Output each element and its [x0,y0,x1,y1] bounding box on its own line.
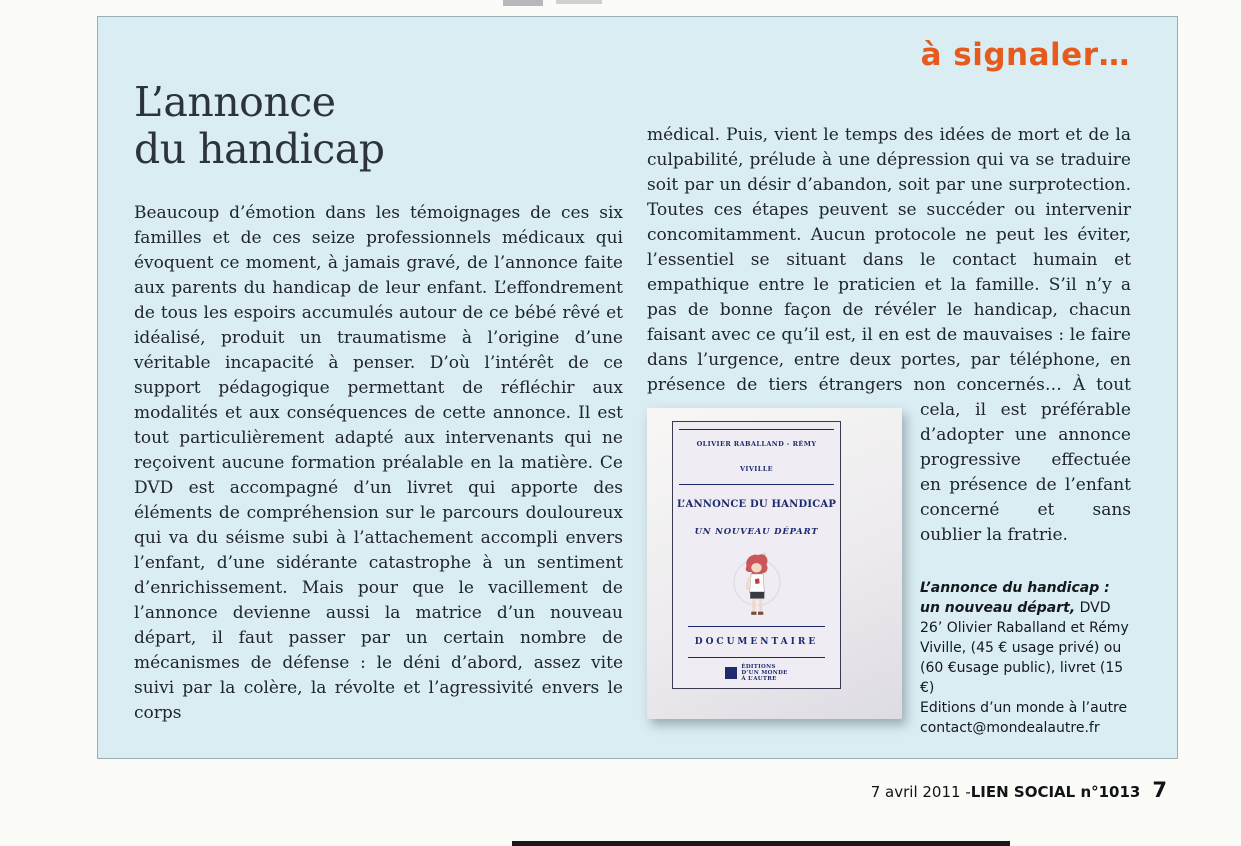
article-body-left-column: Beaucoup d’émotion dans les témoignages de ces six familles et de ces seize professionnels médicaux qui évoquent ce moment, à jamais gravé, de l’annonce faite aux parents du handicap de leur enfant. L’effondrement de tous les espoirs accumulés autour de ce bébé rêvé et idéalisé, produit un traumatisme à l’origine d’une véritable incapacité à penser. D’où l’intérêt de ce support pédagogique permettant de réfléchir aux modalités et aux conséquences de cette annonce. Il est tout particulièrement adapté aux intervenants qui ne reçoivent aucune formation préalable en la matière. Ce DVD est accompagné d’un livret qui apporte des éléments de compréhension sur le parcours douloureux qui va du séisme subi à l’attachement accompli envers l’enfant, d’une sidérante catastrophe à un sentiment d’enrichissement. Mais pour que le vacillement de l’annonce devienne aussi la matrice d’un nouveau départ, il faut passer par un certain nombre de mécanismes de défense : le déni d’abord, assez vite suivi par la colère, la révolte et l’agressivité envers le corps [134,203,623,723]
article-title [134,79,384,173]
footer-journal-title: LIEN SOCIAL n°1013 [970,783,1141,801]
caption-credits: DVD 26’ Olivier Raballand et Rémy Viville, (45 € usage privé) ou (60 €usage public), livret (15 €) [920,600,1129,696]
article-title-line2: du handicap [134,125,385,173]
article-panel [97,16,1178,759]
dvd-cover [672,421,841,689]
caption-contact-email: contact@mondealautre.fr [920,720,1100,736]
caption-publisher: Editions d’un monde à l’autre [920,700,1128,716]
dvd-genre-label: DOCUMENTAIRE [688,626,824,658]
dvd-subtitle-label: UN NOUVEAU DÉPART [694,527,819,537]
dvd-authors-label: OLIVIER RABALLAND - RÉMY VIVILLE [679,429,834,485]
footer-page-number: 7 [1152,778,1167,802]
publisher-logo-line: À L’AUTRE [741,676,777,682]
page-footer [871,778,1167,802]
article-body-right-column [647,123,1131,738]
publisher-logo-text [741,664,787,682]
scan-edge-artifact-top [503,0,543,6]
publisher-logo-line: D’UN MONDE [741,670,788,676]
publisher-logo-icon [725,667,737,679]
article-title-line1: L’annonce [134,78,336,126]
dvd-title-label: L’ANNONCE DU HANDICAP [676,499,837,510]
dvd-cover-photo [647,408,902,719]
right-column-text-part1: médical. Puis, vient le temps des idées de mort et de la culpabilité, prélude à une dépression qui va se traduire soit par un désir d’abandon, soit par une surprotection. Toutes ces étapes peuvent se succéder ou intervenir concomitamment. Aucun protocole ne peut les éviter, l’essentiel se situant dans le contact humain et empathique entre le praticien et la famille. S’il n’y a pas de bonne façon de révéler le handicap, chacun faisant avec ce qu’il est, il en est de mauvaises : le faire dans l’urgence, entre deux portes, par téléphone, en présence de tiers étrangers non concernés… À tout [647,125,1131,395]
footer-date: 7 avril 2011 - [870,783,971,801]
publisher-logo-line: ÉDITIONS [741,664,776,670]
dvd-reference-caption [920,578,1131,738]
caption-title: L’annonce du handicap : un nouveau départ, [920,580,1110,616]
publisher-logo [725,664,787,682]
scan-edge-artifact-top [556,0,602,4]
dvd-cover-illustration [706,551,808,619]
section-header: à signaler… [920,37,1130,73]
scan-edge-artifact-bottom [512,841,1010,846]
right-column-text-part2: cela, il est préférable d’adopter une annonce progressive effectuée en présence de l’enfant concerné et sans oublier la fratrie. [920,400,1131,545]
